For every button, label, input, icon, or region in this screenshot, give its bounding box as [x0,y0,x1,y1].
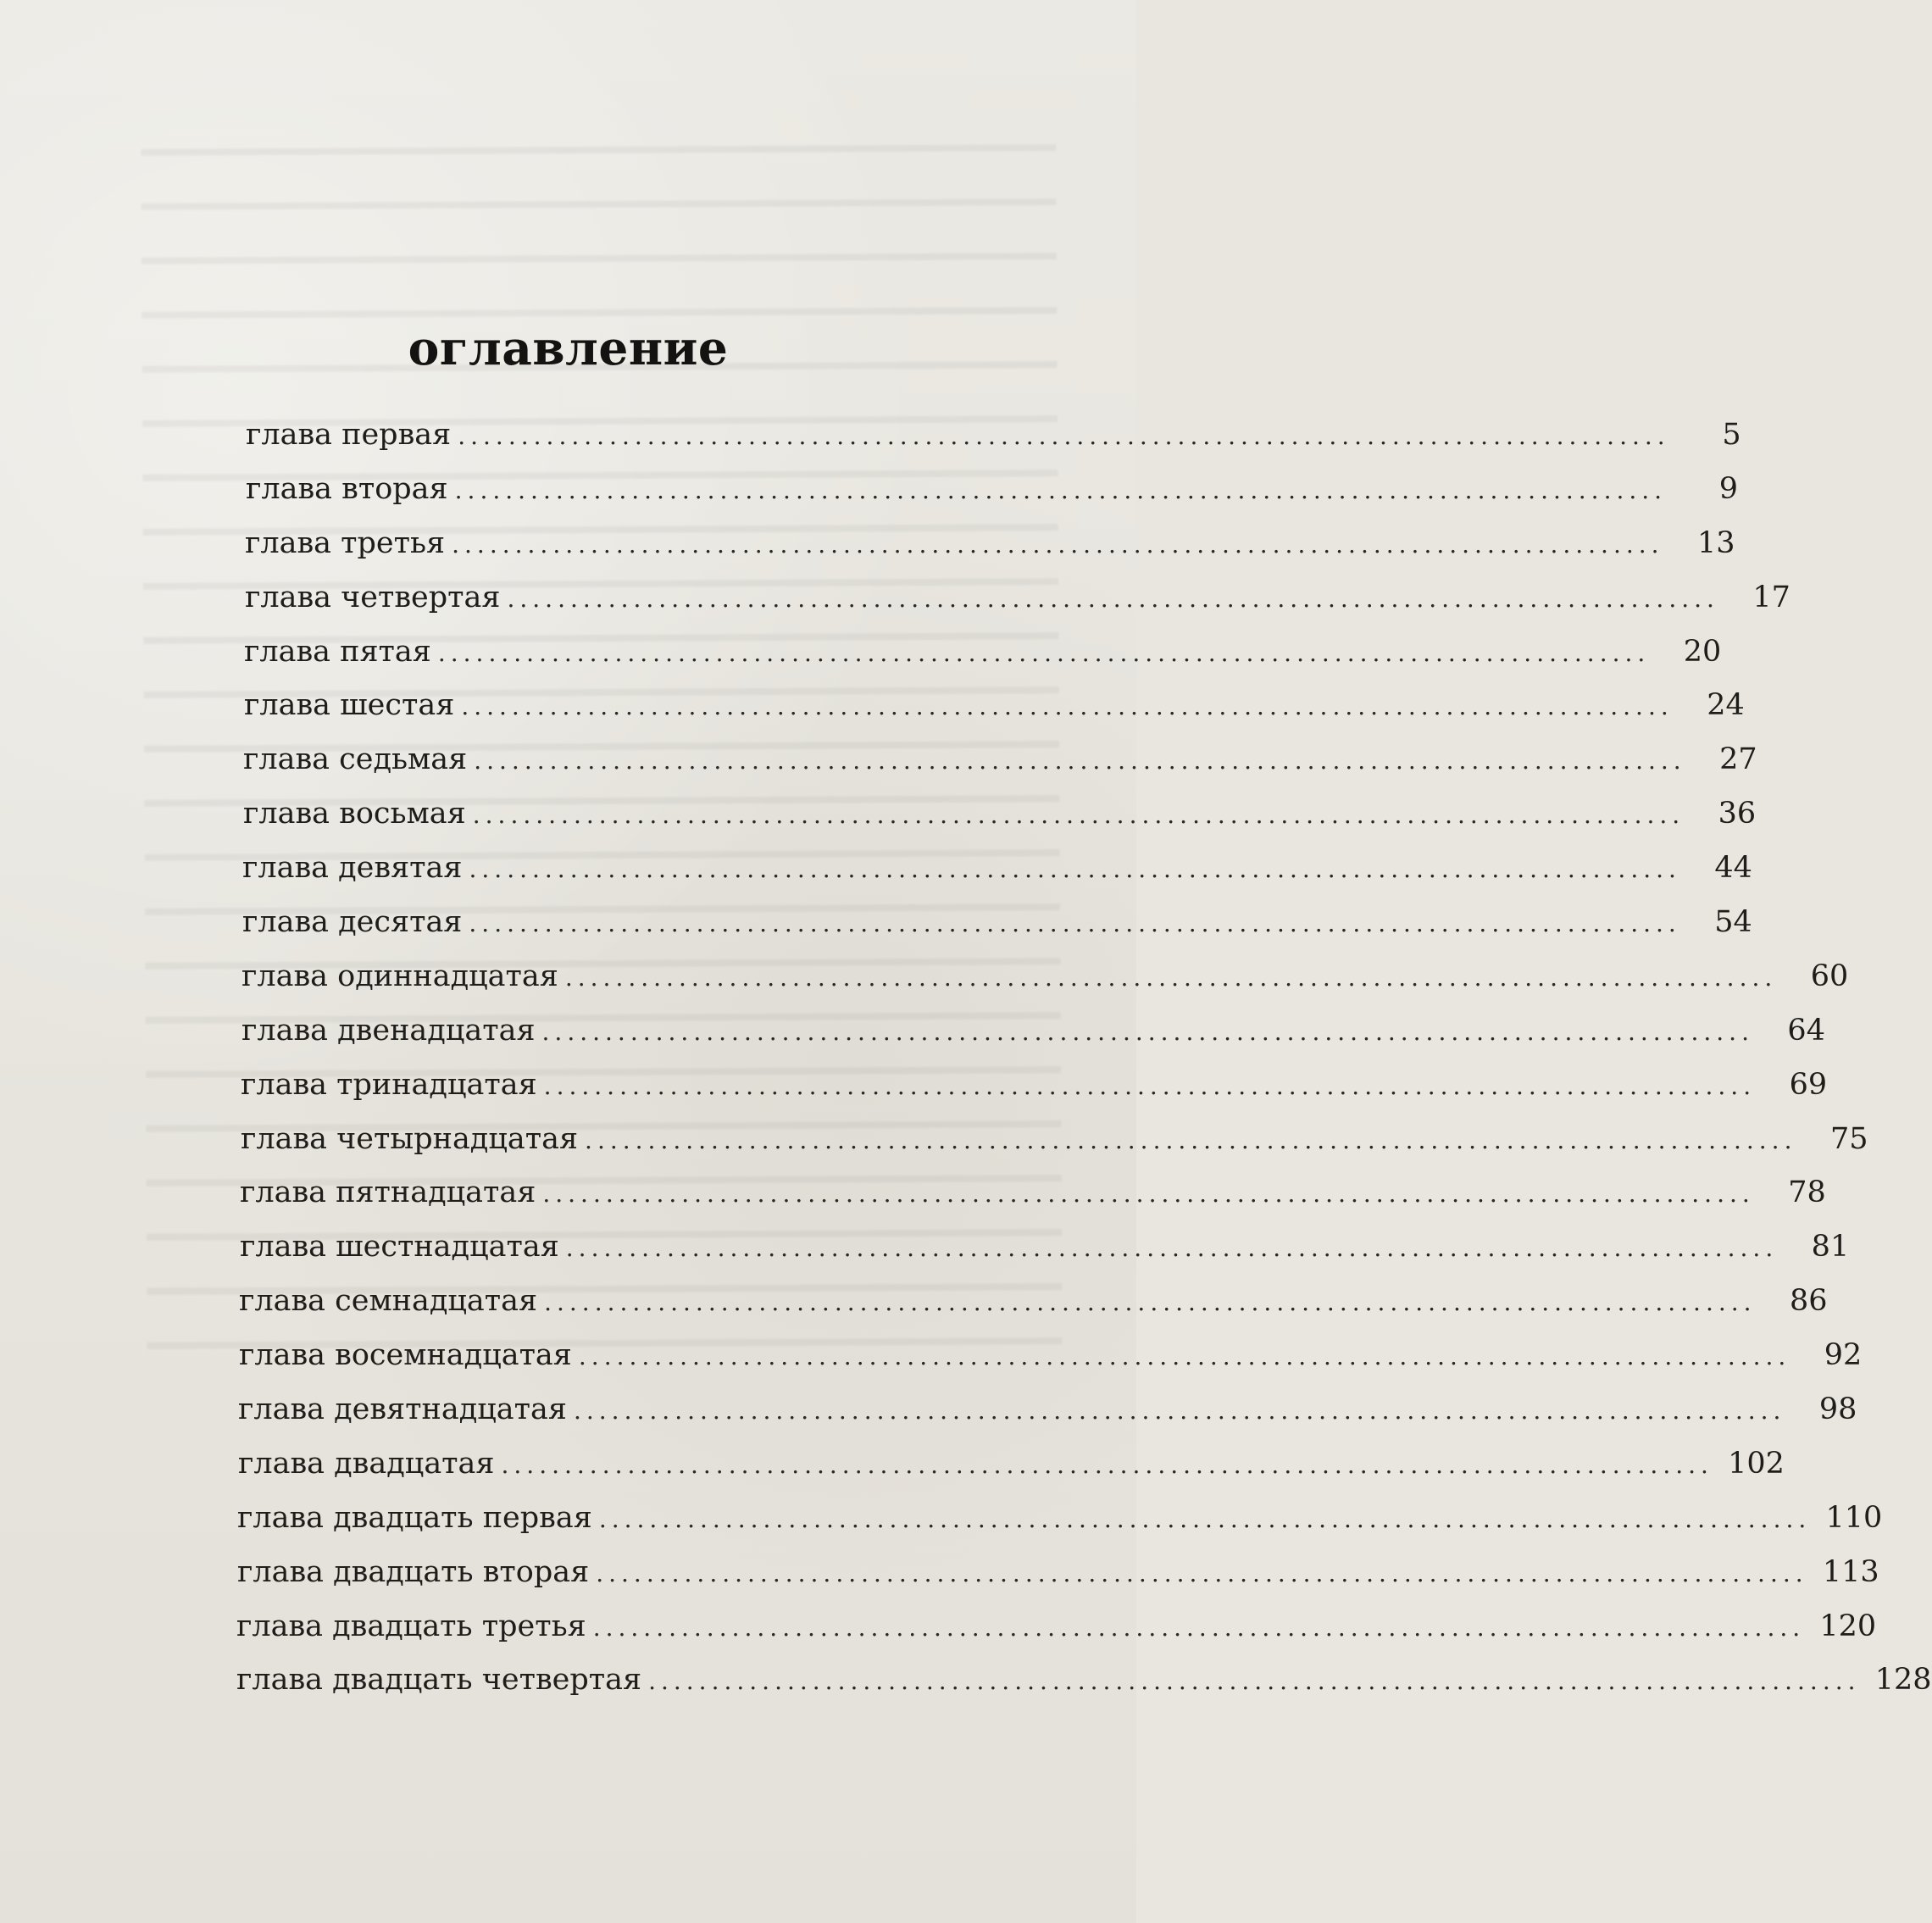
dot-leader: ................................................................................................ [541,1017,1754,1046]
chapter-title: глава шестнадцатая [240,1230,559,1264]
page-number: 27 [1719,742,1757,777]
toc-row [241,1067,1828,1125]
dot-leader: ................................................................................................ [507,584,1719,613]
dot-leader: ................................................................................................ [585,1125,1797,1154]
page-number: 9 [1718,471,1739,506]
page-number: 75 [1829,1121,1868,1156]
chapter-title: глава восьмая [243,797,466,831]
toc-row [242,1013,1825,1070]
chapter-title: глава пятая [244,634,431,669]
dot-leader: ................................................................................................ [578,1342,1791,1371]
page-number: 13 [1697,525,1735,560]
chapter-title: глава седьмая [243,742,468,777]
dot-leader: ................................................................................................ [501,1450,1713,1479]
page-number: 20 [1683,634,1722,669]
toc-row [238,1446,1785,1503]
toc-row [242,959,1849,1016]
chapter-title: глава третья [245,525,446,560]
toc-row [237,1554,1879,1612]
table-of-contents [236,418,1932,1720]
toc-row [245,580,1790,637]
dot-leader: ................................................................................................ [437,638,1651,667]
toc-row [240,1230,1850,1287]
page-number: 54 [1714,905,1752,940]
chapter-title: глава пятнадцатая [240,1175,536,1210]
dot-leader: ................................................................................................ [542,1180,1755,1209]
toc-row [246,471,1739,529]
dot-leader: ................................................................................................ [543,1071,1757,1100]
chapter-title: глава двадцать четвертая [236,1663,642,1698]
dot-leader: ................................................................................................ [458,422,1670,450]
toc-row [242,905,1752,962]
dot-leader: ................................................................................................ [592,1613,1806,1642]
toc-row [236,1663,1932,1720]
page-number: 86 [1790,1284,1828,1319]
page-number: 69 [1789,1067,1828,1102]
chapter-title: глава вторая [246,471,448,506]
dot-leader: ................................................................................................ [454,475,1668,504]
toc-row [242,851,1752,908]
dot-leader: ................................................................................................ [469,855,1681,884]
page-number: 64 [1787,1013,1825,1048]
toc-row [241,1121,1868,1179]
page-number: 113 [1822,1554,1879,1589]
dot-leader: ................................................................................................ [648,1667,1861,1696]
page-number: 120 [1819,1609,1877,1643]
chapter-title: глава первая [246,418,452,452]
chapter-title: глава двадцатая [238,1446,495,1481]
page-number: 60 [1810,959,1849,993]
page-title: оглавление [408,320,729,375]
dot-leader: ................................................................................................ [598,1504,1812,1533]
chapter-title: глава семнадцатая [239,1284,538,1319]
page-number: 78 [1788,1175,1826,1210]
toc-row [239,1338,1863,1395]
page-number: 128 [1874,1663,1932,1698]
page-number: 44 [1714,851,1752,886]
page-number: 36 [1718,797,1757,831]
dot-leader: ................................................................................................ [461,692,1674,721]
page-number: 102 [1728,1446,1785,1481]
toc-row [236,1609,1877,1666]
chapter-title: глава шестая [244,688,455,723]
dot-leader: ................................................................................................ [564,963,1778,992]
chapter-title: глава десятая [242,905,463,940]
dot-leader: ................................................................................................ [452,530,1664,559]
chapter-title: глава девятнадцатая [238,1392,567,1427]
page-number: 5 [1722,418,1741,452]
chapter-title: глава двадцать вторая [237,1554,590,1589]
chapter-title: глава девятая [242,851,463,886]
page-number: 17 [1752,580,1790,614]
chapter-title: глава тринадцатая [241,1067,537,1102]
toc-row [243,742,1757,799]
chapter-title: глава одиннадцатая [242,959,558,993]
toc-row [238,1392,1857,1449]
page-number: 92 [1824,1338,1863,1373]
chapter-title: глава двадцать третья [236,1609,586,1643]
page-number: 110 [1825,1500,1883,1535]
dot-leader: ................................................................................................ [474,747,1686,775]
dot-leader: ................................................................................................ [469,909,1681,938]
toc-row [244,634,1722,692]
page-number: 81 [1811,1230,1850,1264]
toc-row [237,1500,1883,1558]
chapter-title: глава двенадцатая [242,1013,536,1048]
chapter-title: глава двадцать первая [237,1500,592,1535]
page-number: 24 [1707,688,1745,723]
toc-row [244,688,1745,745]
chapter-title: глава четырнадцатая [241,1121,579,1156]
toc-row [239,1284,1828,1341]
toc-row [243,797,1757,853]
chapter-title: глава восемнадцатая [239,1338,572,1373]
dot-leader: ................................................................................................ [544,1288,1757,1317]
chapter-title: глава четвертая [245,580,501,614]
dot-leader: ................................................................................................ [472,801,1685,830]
dot-leader: ................................................................................................ [596,1559,1808,1587]
toc-row [246,418,1741,475]
toc-row [240,1175,1826,1232]
page-number: 98 [1818,1392,1857,1427]
dot-leader: ................................................................................................ [573,1397,1786,1426]
toc-row [245,525,1735,583]
dot-leader: ................................................................................................ [565,1234,1779,1263]
